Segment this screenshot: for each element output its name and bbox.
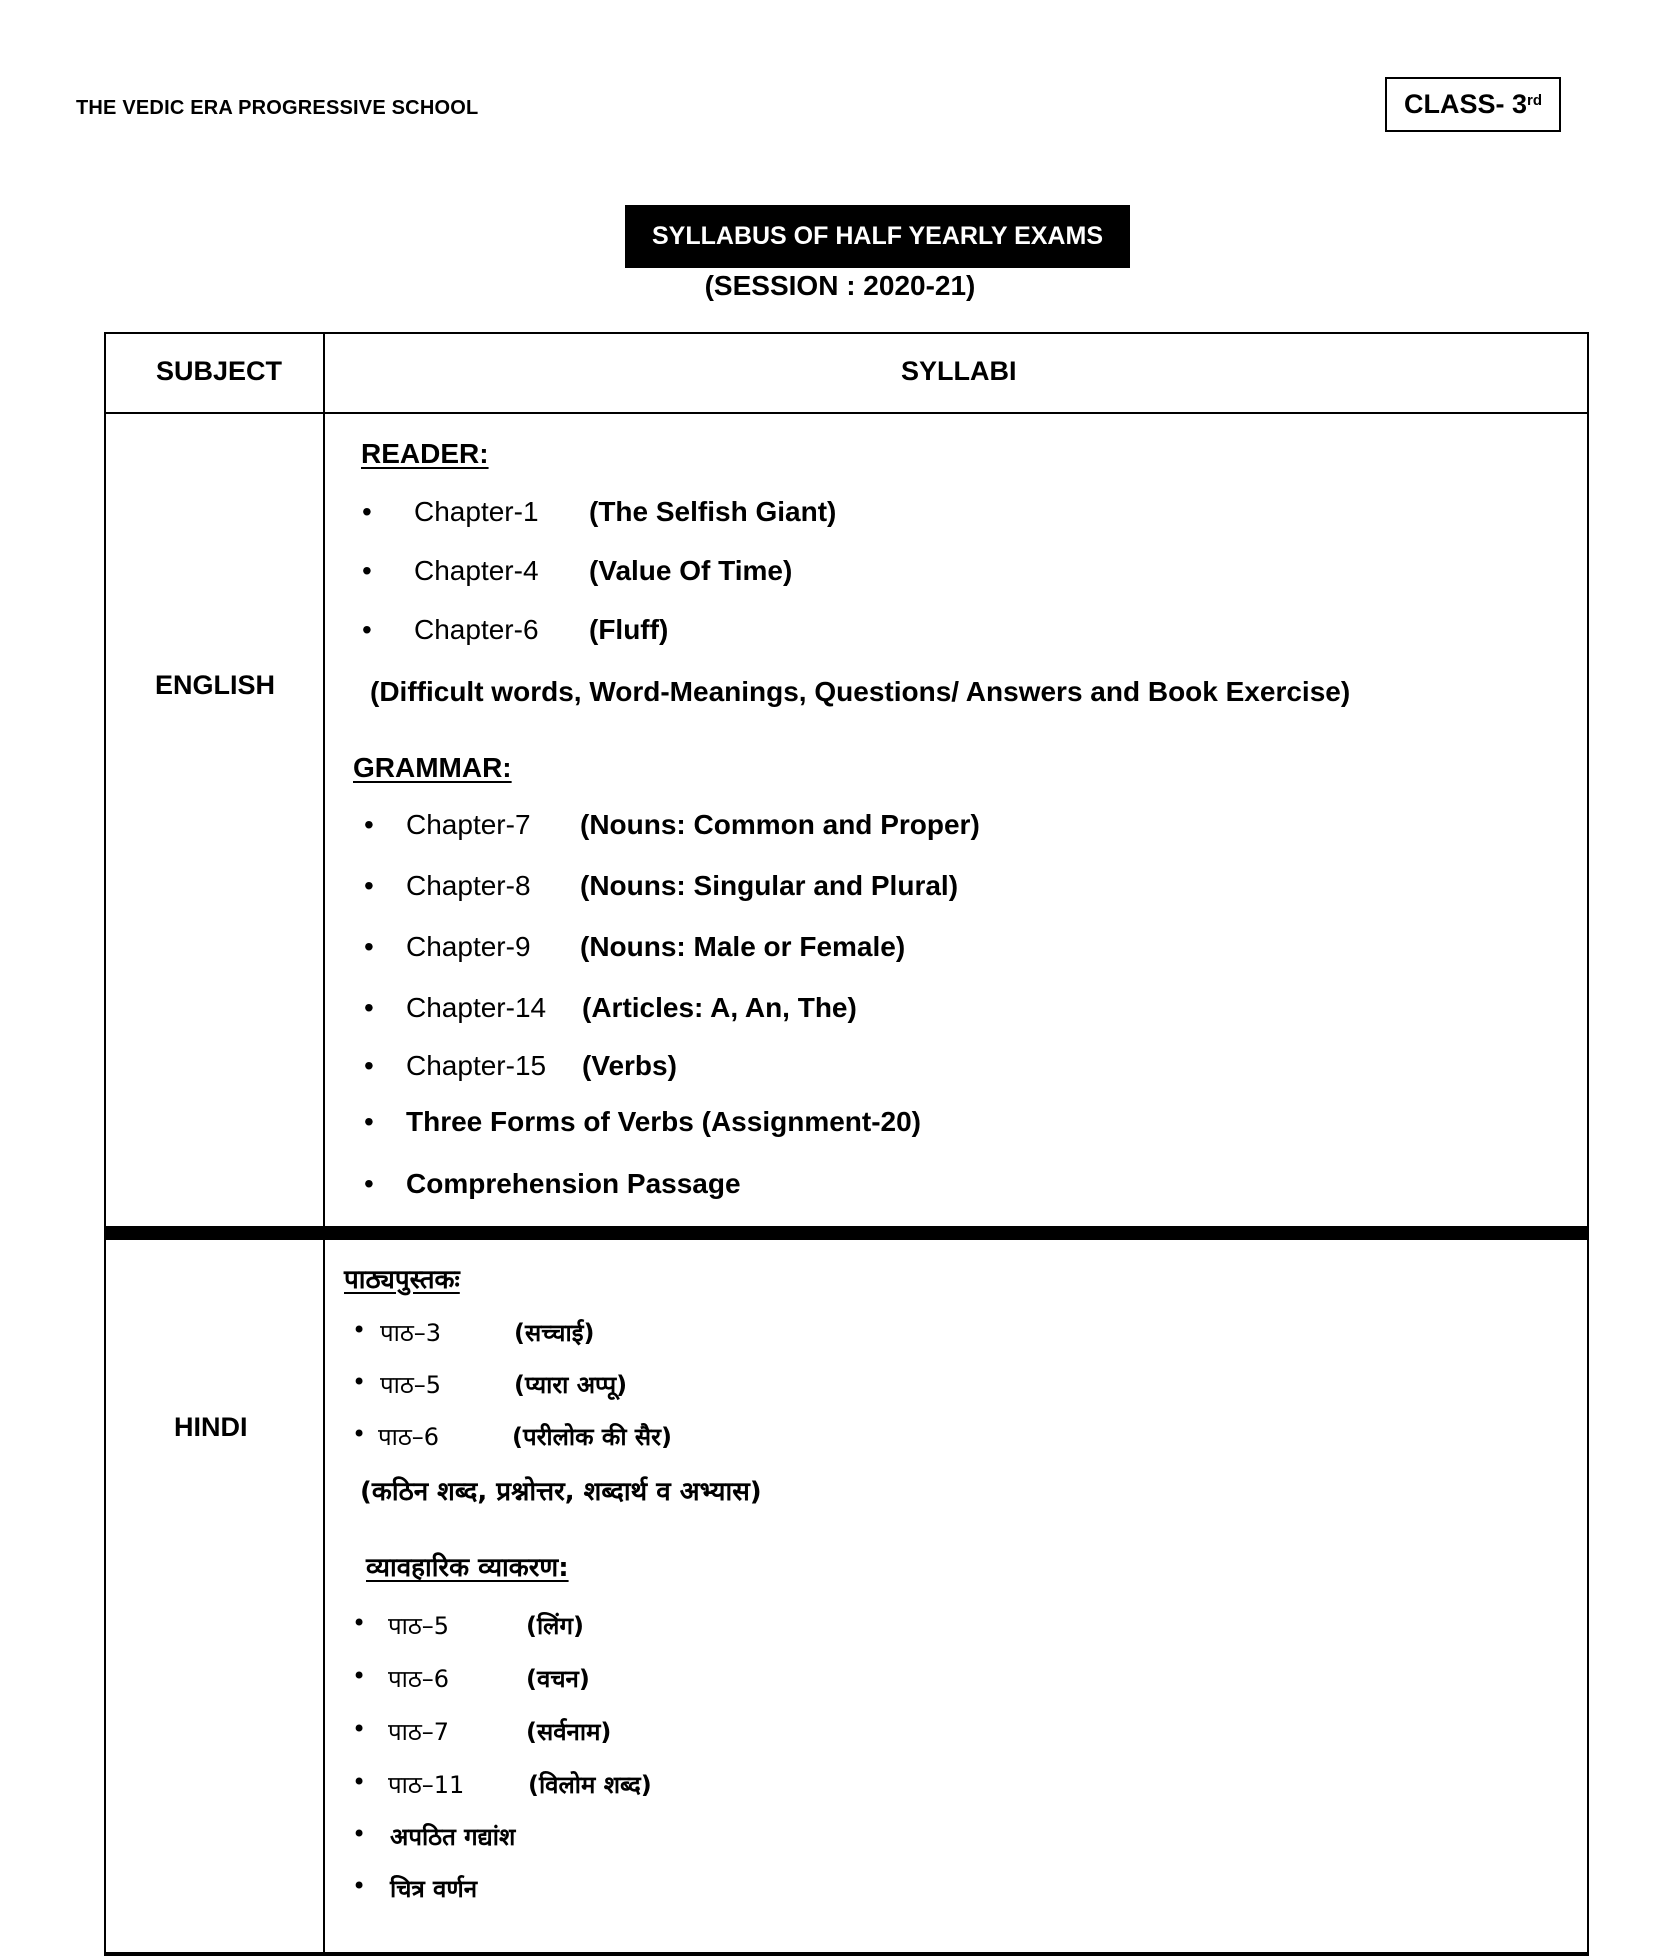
chapter-title: (सर्वनाम) <box>526 1718 612 1746</box>
reader-heading: READER: <box>361 438 489 469</box>
extra-item-text: Three Forms of Verbs (Assignment-20) <box>406 1106 922 1137</box>
english-hindi-divider <box>104 1226 1589 1240</box>
chapter-label: Chapter-6 <box>414 614 539 645</box>
session-label: (SESSION : 2020-21) <box>704 270 976 301</box>
chapter-title: (लिंग) <box>526 1612 584 1640</box>
extra-item-text: अपठित गद्यांश <box>390 1823 516 1851</box>
chapter-label: पाठ–6 <box>388 1665 450 1693</box>
chapter-label: पाठ–7 <box>388 1718 450 1746</box>
chapter-title: (प्यारा अप्पू) <box>514 1371 628 1399</box>
syllabus-table <box>104 332 1589 1956</box>
chapter-title: (Fluff) <box>589 614 669 645</box>
bullet: • <box>352 1768 367 1796</box>
bullet: • <box>352 1715 367 1743</box>
chapter-title: (Nouns: Common and Proper) <box>580 809 980 840</box>
chapter-label: Chapter-8 <box>406 870 531 901</box>
chapter-label: पाठ–5 <box>388 1612 450 1640</box>
chapter-label: Chapter-7 <box>406 809 531 840</box>
syllabi-column-header: SYLLABI <box>901 356 1017 386</box>
chapter-title: (विलोम शब्द) <box>528 1771 652 1799</box>
table-column-divider <box>323 332 325 1956</box>
class-suffix: rd <box>1527 92 1543 109</box>
chapter-label: Chapter-9 <box>406 931 531 962</box>
subject-column-header: SUBJECT <box>156 356 283 386</box>
bullet: • <box>364 992 374 1023</box>
grammar-heading: GRAMMAR: <box>353 752 512 783</box>
document-title: SYLLABUS OF HALF YEARLY EXAMS <box>625 205 1130 268</box>
bullet: • <box>362 614 372 645</box>
hindi-grammar-heading: व्यावहारिक व्याकरण: <box>366 1553 569 1583</box>
chapter-title: (The Selfish Giant) <box>589 496 837 527</box>
chapter-title: (परीलोक की सैर) <box>512 1423 672 1451</box>
subject-english: ENGLISH <box>155 670 276 700</box>
school-name: THE VEDIC ERA PROGRESSIVE SCHOOL <box>76 97 479 119</box>
reader-note: (Difficult words, Word-Meanings, Questions/ Answers and Book Exercise) <box>370 676 1351 707</box>
table-border-left <box>104 332 106 1956</box>
bullet: • <box>352 1662 367 1690</box>
chapter-title: (Verbs) <box>582 1050 677 1081</box>
bullet: • <box>352 1872 367 1900</box>
chapter-label: पाठ–3 <box>380 1319 442 1347</box>
bullet: • <box>364 870 374 901</box>
table-border-top <box>104 332 1589 334</box>
bullet: • <box>364 931 374 962</box>
chapter-label: Chapter-14 <box>406 992 547 1023</box>
bullet: • <box>352 1316 367 1344</box>
table-border-right <box>1587 332 1589 1956</box>
chapter-label: पाठ–5 <box>380 1371 442 1399</box>
chapter-label: Chapter-4 <box>414 555 539 586</box>
bullet: • <box>364 809 374 840</box>
extra-item-text: Comprehension Passage <box>406 1168 741 1199</box>
subject-hindi: HINDI <box>174 1412 248 1442</box>
bullet: • <box>364 1106 374 1137</box>
class-label: CLASS- 3 <box>1403 89 1528 119</box>
header-row-divider <box>104 412 1589 414</box>
bullet: • <box>352 1420 367 1448</box>
chapter-title: (Nouns: Singular and Plural) <box>580 870 959 901</box>
chapter-label: पाठ–6 <box>378 1423 440 1451</box>
bullet: • <box>352 1609 367 1637</box>
bullet: • <box>352 1368 367 1396</box>
chapter-title: (Nouns: Male or Female) <box>580 931 906 962</box>
chapter-title: (Value Of Time) <box>589 555 793 586</box>
class-label-box <box>1385 77 1561 132</box>
chapter-title: (वचन) <box>526 1665 590 1693</box>
bullet: • <box>364 1168 374 1199</box>
extra-item-text: चित्र वर्णन <box>390 1875 478 1903</box>
chapter-label: Chapter-1 <box>414 496 539 527</box>
chapter-title: (Articles: A, An, The) <box>582 992 857 1023</box>
bullet: • <box>364 1050 374 1081</box>
table-border-bottom <box>104 1952 1589 1956</box>
chapter-label: Chapter-15 <box>406 1050 547 1081</box>
bullet: • <box>362 555 372 586</box>
hindi-textbook-note: (कठिन शब्द, प्रश्नोत्तर, शब्दार्थ व अभ्यास) <box>360 1477 762 1507</box>
chapter-label: पाठ–11 <box>388 1771 465 1799</box>
bullet: • <box>352 1820 367 1848</box>
chapter-title: (सच्चाई) <box>514 1319 595 1347</box>
hindi-textbook-heading: पाठ्यपुस्तकः <box>344 1265 460 1295</box>
bullet: • <box>362 496 372 527</box>
